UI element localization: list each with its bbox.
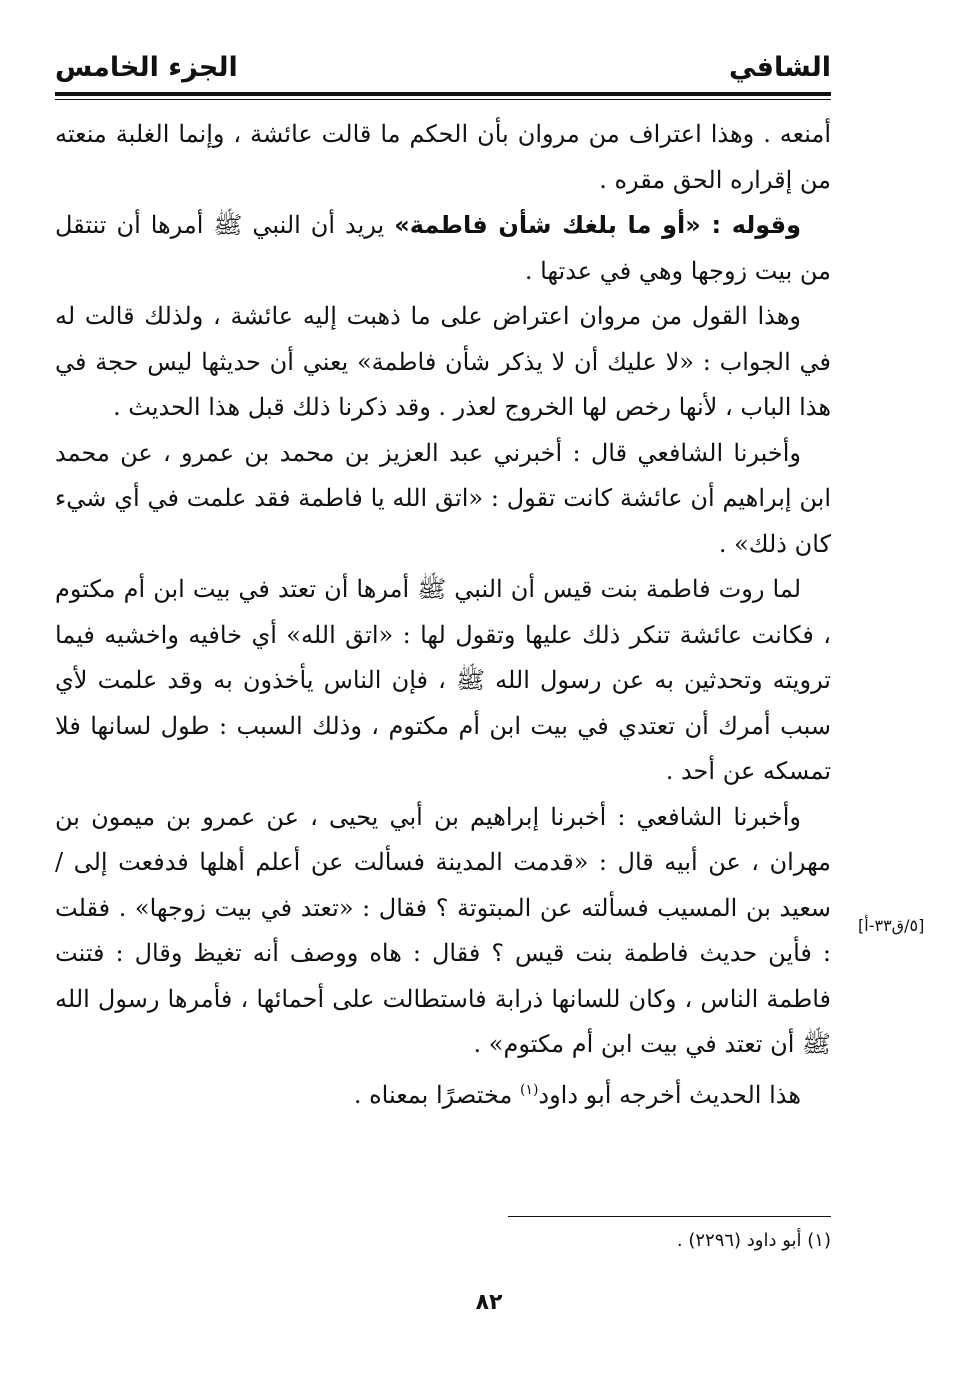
paragraph-6: [55, 795, 831, 1068]
footnote: (١) أبو داود (٢٢٩٦) .: [676, 1230, 831, 1251]
paragraph-text: وهذا القول من مروان اعتراض على ما ذهبت إليه عائشة ، ولذلك قالت له في الجواب : «لا عليك أن لا يذكر شأن فاطمة» يعني أن حديثها ليس حجة في هذا الباب ، لأنها رخص لها الخروج لعذر . وقد ذكرنا ذلك قبل هذا الحديث .: [55, 302, 831, 421]
paragraph-text: لما روت فاطمة بنت قيس أن النبي ﷺ أمرها أن تعتد في بيت ابن أم مكتوم ، فكانت عائشة تنكر ذلك عليها وتقول لها : «اتق الله» أي خافيه واخشيه فيما ترويته وتحدثين به عن رسول الله ﷺ ، فإن الناس يأخذون به وقد علمت لأي سبب أمرك أن تعتدي في بيت ابن أم مكتوم ، وذلك السبب : طول لسانها فلا تمسكه عن أحد .: [55, 575, 831, 785]
paragraph-1: [55, 112, 831, 203]
footnote-ref: (١): [519, 1081, 539, 1098]
page-header: [55, 52, 831, 92]
paragraph-2: [55, 203, 831, 294]
paragraph-text: وأخبرنا الشافعي قال : أخبرني عبد العزيز بن محمد بن عمرو ، عن محمد ابن إبراهيم أن عائشة كانت تقول : «اتق الله يا فاطمة فقد علمت في أي شيء كان ذلك» .: [55, 438, 831, 558]
paragraph-lead: وقوله : «أو ما بلغك شأن فاطمة»: [394, 211, 801, 239]
book-title: الشافي: [728, 52, 831, 83]
paragraph-3: [55, 294, 831, 431]
footnote-rule: [508, 1216, 831, 1217]
paragraph-4: [55, 431, 831, 568]
paragraph-text-end: مختصرًا بمعناه .: [353, 1080, 520, 1109]
page-body: [55, 112, 831, 1118]
paragraph-7: [55, 1068, 831, 1119]
header-rule-thick: [55, 92, 831, 96]
header-rule-thin: [55, 99, 831, 100]
paragraph-text: وأخبرنا الشافعي : أخبرنا إبراهيم بن أبي يحيى ، عن عمرو بن ميمون بن مهران ، عن أبيه قال : «قدمت المدينة فسألت عن أعلم أهلها فدفعت إلى / سعيد بن المسيب فسألته عن المبتوتة ؟ فقال : «تعتد في بيت زوجها» . فقلت : فأين حديث فاطمة بنت قيس ؟ فقال : هاه ووصف أنه تغيظ وقال : فتنت فاطمة الناس ، وكان للسانها ذرابة فاستطالت على أحمائها ، فأمرها رسول الله ﷺ أن تعتد في بيت ابن أم مكتوم» .: [55, 802, 832, 1058]
paragraph-text: يريد أن النبي ﷺ أمرها أن تنتقل من بيت زوجها وهي في عدتها .: [55, 211, 831, 285]
paragraph-5: [55, 567, 831, 795]
paragraph-text: هذا الحديث أخرجه أبو داود: [538, 1080, 801, 1109]
page-number: ٨٢: [475, 1290, 503, 1315]
manuscript-folio-note: [٥/ق٣٣-أ]: [858, 916, 925, 935]
paragraph-text: أمنعه . وهذا اعتراف من مروان بأن الحكم ما قالت عائشة ، وإنما الغلبة منعته من إقراره الحق مقره .: [55, 120, 831, 194]
volume-title: الجزء الخامس: [55, 52, 238, 83]
